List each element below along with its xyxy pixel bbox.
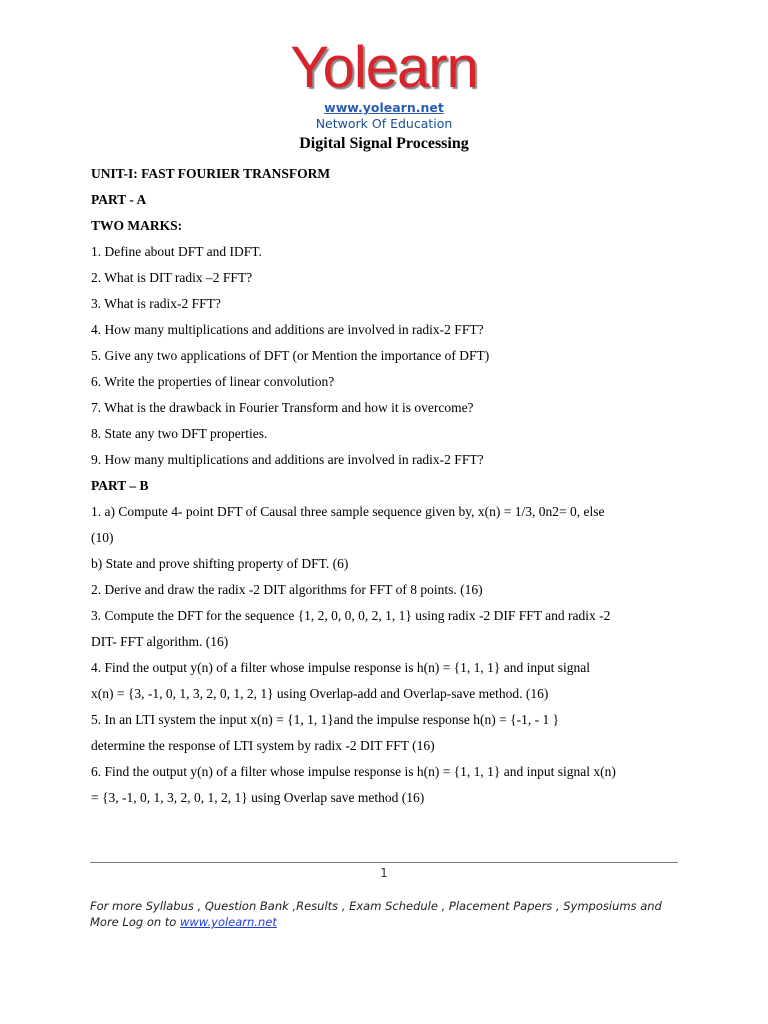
part-b-line: (10) — [91, 530, 114, 545]
part-b-heading: PART – B — [91, 478, 149, 493]
question-line: 5. Give any two applications of DFT (or Mention the importance of DFT) — [91, 348, 490, 363]
part-b-line: 6. Find the output y(n) of a filter whose impulse response is h(n) = {1, 1, 1} and input signal x(n) — [91, 764, 616, 779]
two-marks-heading: TWO MARKS: — [91, 218, 183, 233]
footer-site-link[interactable]: www.yolearn.net — [180, 915, 277, 929]
footer-note — [90, 898, 690, 930]
part-b-line: 2. Derive and draw the radix -2 DIT algorithms for FFT of 8 points. (16) — [91, 582, 483, 597]
document-body — [91, 161, 681, 811]
page-number: 1 — [380, 866, 388, 880]
part-b-line: 4. Find the output y(n) of a filter whose impulse response is h(n) = {1, 1, 1} and input signal — [91, 660, 591, 675]
footer-note-line: For more Syllabus , Question Bank ,Results , Exam Schedule , Placement Papers , Symposiums and — [90, 899, 662, 913]
question-line: 9. How many multiplications and additions are involved in radix-2 FFT? — [91, 452, 484, 467]
part-a-heading: PART - A — [91, 192, 147, 207]
question-line: 1. Define about DFT and IDFT. — [91, 244, 262, 259]
footer-note-line — [90, 914, 690, 930]
logo: Yolearn — [290, 35, 478, 100]
question-line: 3. What is radix-2 FFT? — [91, 296, 221, 311]
question-line: 7. What is the drawback in Fourier Transform and how it is overcome? — [91, 400, 474, 415]
page-title: Digital Signal Processing — [299, 135, 469, 152]
part-b-line: 3. Compute the DFT for the sequence {1, 2, 0, 0, 0, 2, 1, 1} using radix -2 DIF FFT and radix -2 — [91, 608, 611, 623]
part-b-line: 5. In an LTI system the input x(n) = {1, 1, 1}and the impulse response h(n) = {-1, - 1 } — [91, 712, 560, 727]
footer-note-prefix: More Log on to — [90, 915, 180, 929]
site-url-link[interactable]: www.yolearn.net — [324, 100, 444, 115]
part-b-line: DIT- FFT algorithm. (16) — [91, 634, 229, 649]
part-b-line: b) State and prove shifting property of DFT. (6) — [91, 556, 349, 571]
footer-divider — [90, 862, 678, 863]
part-b-line: determine the response of LTI system by radix -2 DIT FFT (16) — [91, 738, 435, 753]
question-line: 6. Write the properties of linear convolution? — [91, 374, 335, 389]
unit-heading: UNIT-I: FAST FOURIER TRANSFORM — [91, 166, 331, 181]
tagline: Network Of Education — [315, 116, 453, 131]
question-line: 8. State any two DFT properties. — [91, 426, 268, 441]
question-line: 4. How many multiplications and additions are involved in radix-2 FFT? — [91, 322, 484, 337]
part-b-line: = {3, -1, 0, 1, 3, 2, 0, 1, 2, 1} using Overlap save method (16) — [91, 790, 425, 805]
question-line: 2. What is DIT radix –2 FFT? — [91, 270, 253, 285]
part-b-line: x(n) = {3, -1, 0, 1, 3, 2, 0, 1, 2, 1} using Overlap-add and Overlap-save method. (16) — [91, 686, 549, 701]
part-b-line: 1. a) Compute 4- point DFT of Causal three sample sequence given by, x(n) = 1/3, 0n2= 0, else — [91, 504, 605, 519]
